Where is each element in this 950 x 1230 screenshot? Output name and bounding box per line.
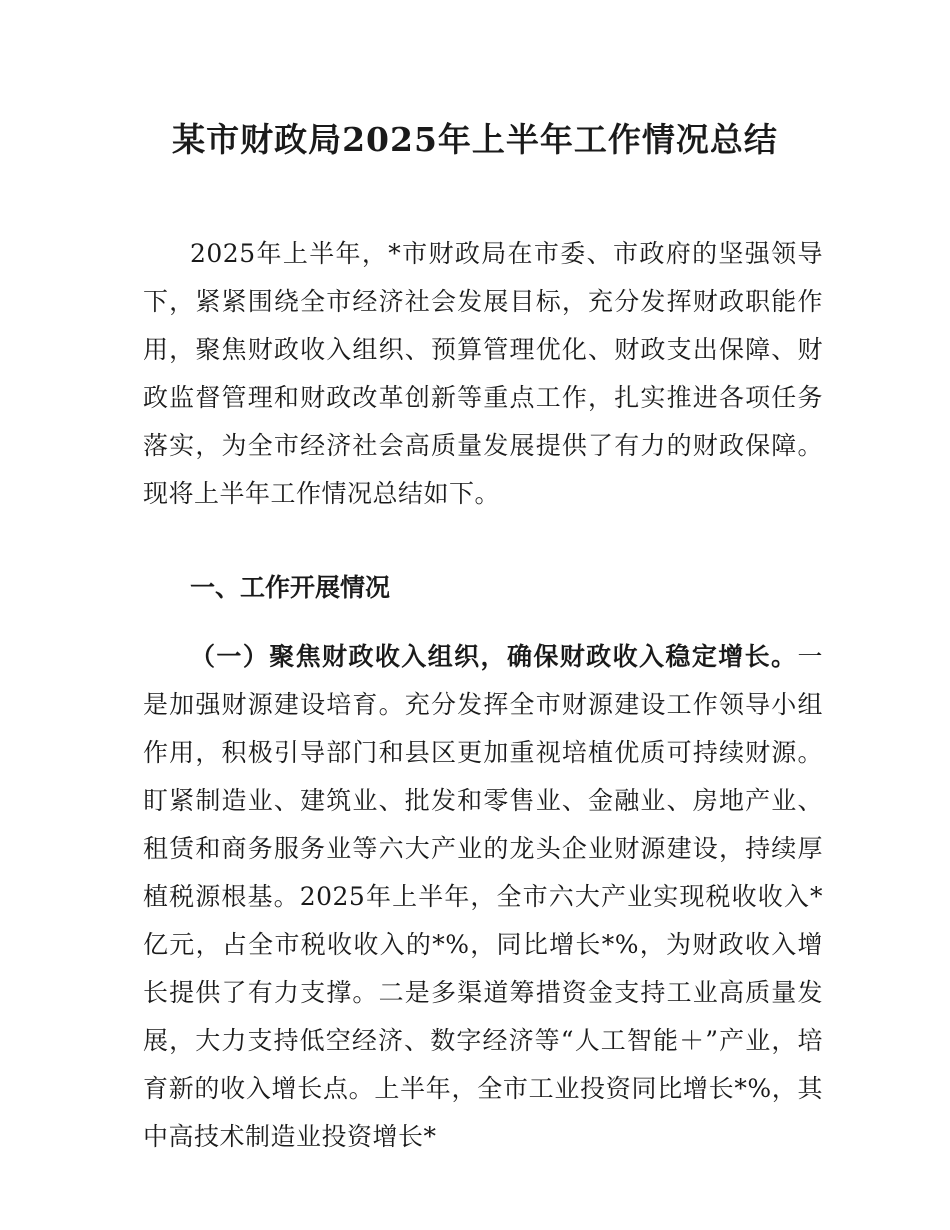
section-heading: 一、工作开展情况 [190, 573, 391, 602]
subsection-lead: （一）聚焦财政收入组织，确保财政收入稳定增长。 [190, 642, 798, 671]
subsection-paragraph [143, 633, 823, 1161]
subsection-body: 一是加强财源建设培育。充分发挥全市财源建设工作领导小组作用，积极引导部门和县区更加重视培植优质可持续财源。盯紧制造业、建筑业、批发和零售业、金融业、房地产业、租赁和商务服务业等六大产业的龙头企业财源建设，持续厚植税源根基。2025年上半年，全市六大产业实现税收收入*亿元，占全市税收收入的*%，同比增长*%，为财政收入增长提供了有力支撑。二是多渠道筹措资金支持工业高质量发展，大力支持低空经济、数字经济等“人工智能＋”产业，培育新的收入增长点。上半年，全市工业投资同比增长*%，其中高技术制造业投资增长* [143, 642, 823, 1151]
intro-paragraph: 2025年上半年，*市财政局在市委、市政府的坚强领导下，紧紧围绕全市经济社会发展目标，充分发挥财政职能作用，聚焦财政收入组织、预算管理优化、财政支出保障、财政监督管理和财政改革创新等重点工作，扎实推进各项任务落实，为全市经济社会高质量发展提供了有力的财政保障。现将上半年工作情况总结如下。 [143, 239, 823, 508]
document-title: 某市财政局2025年上半年工作情况总结 [172, 120, 778, 159]
